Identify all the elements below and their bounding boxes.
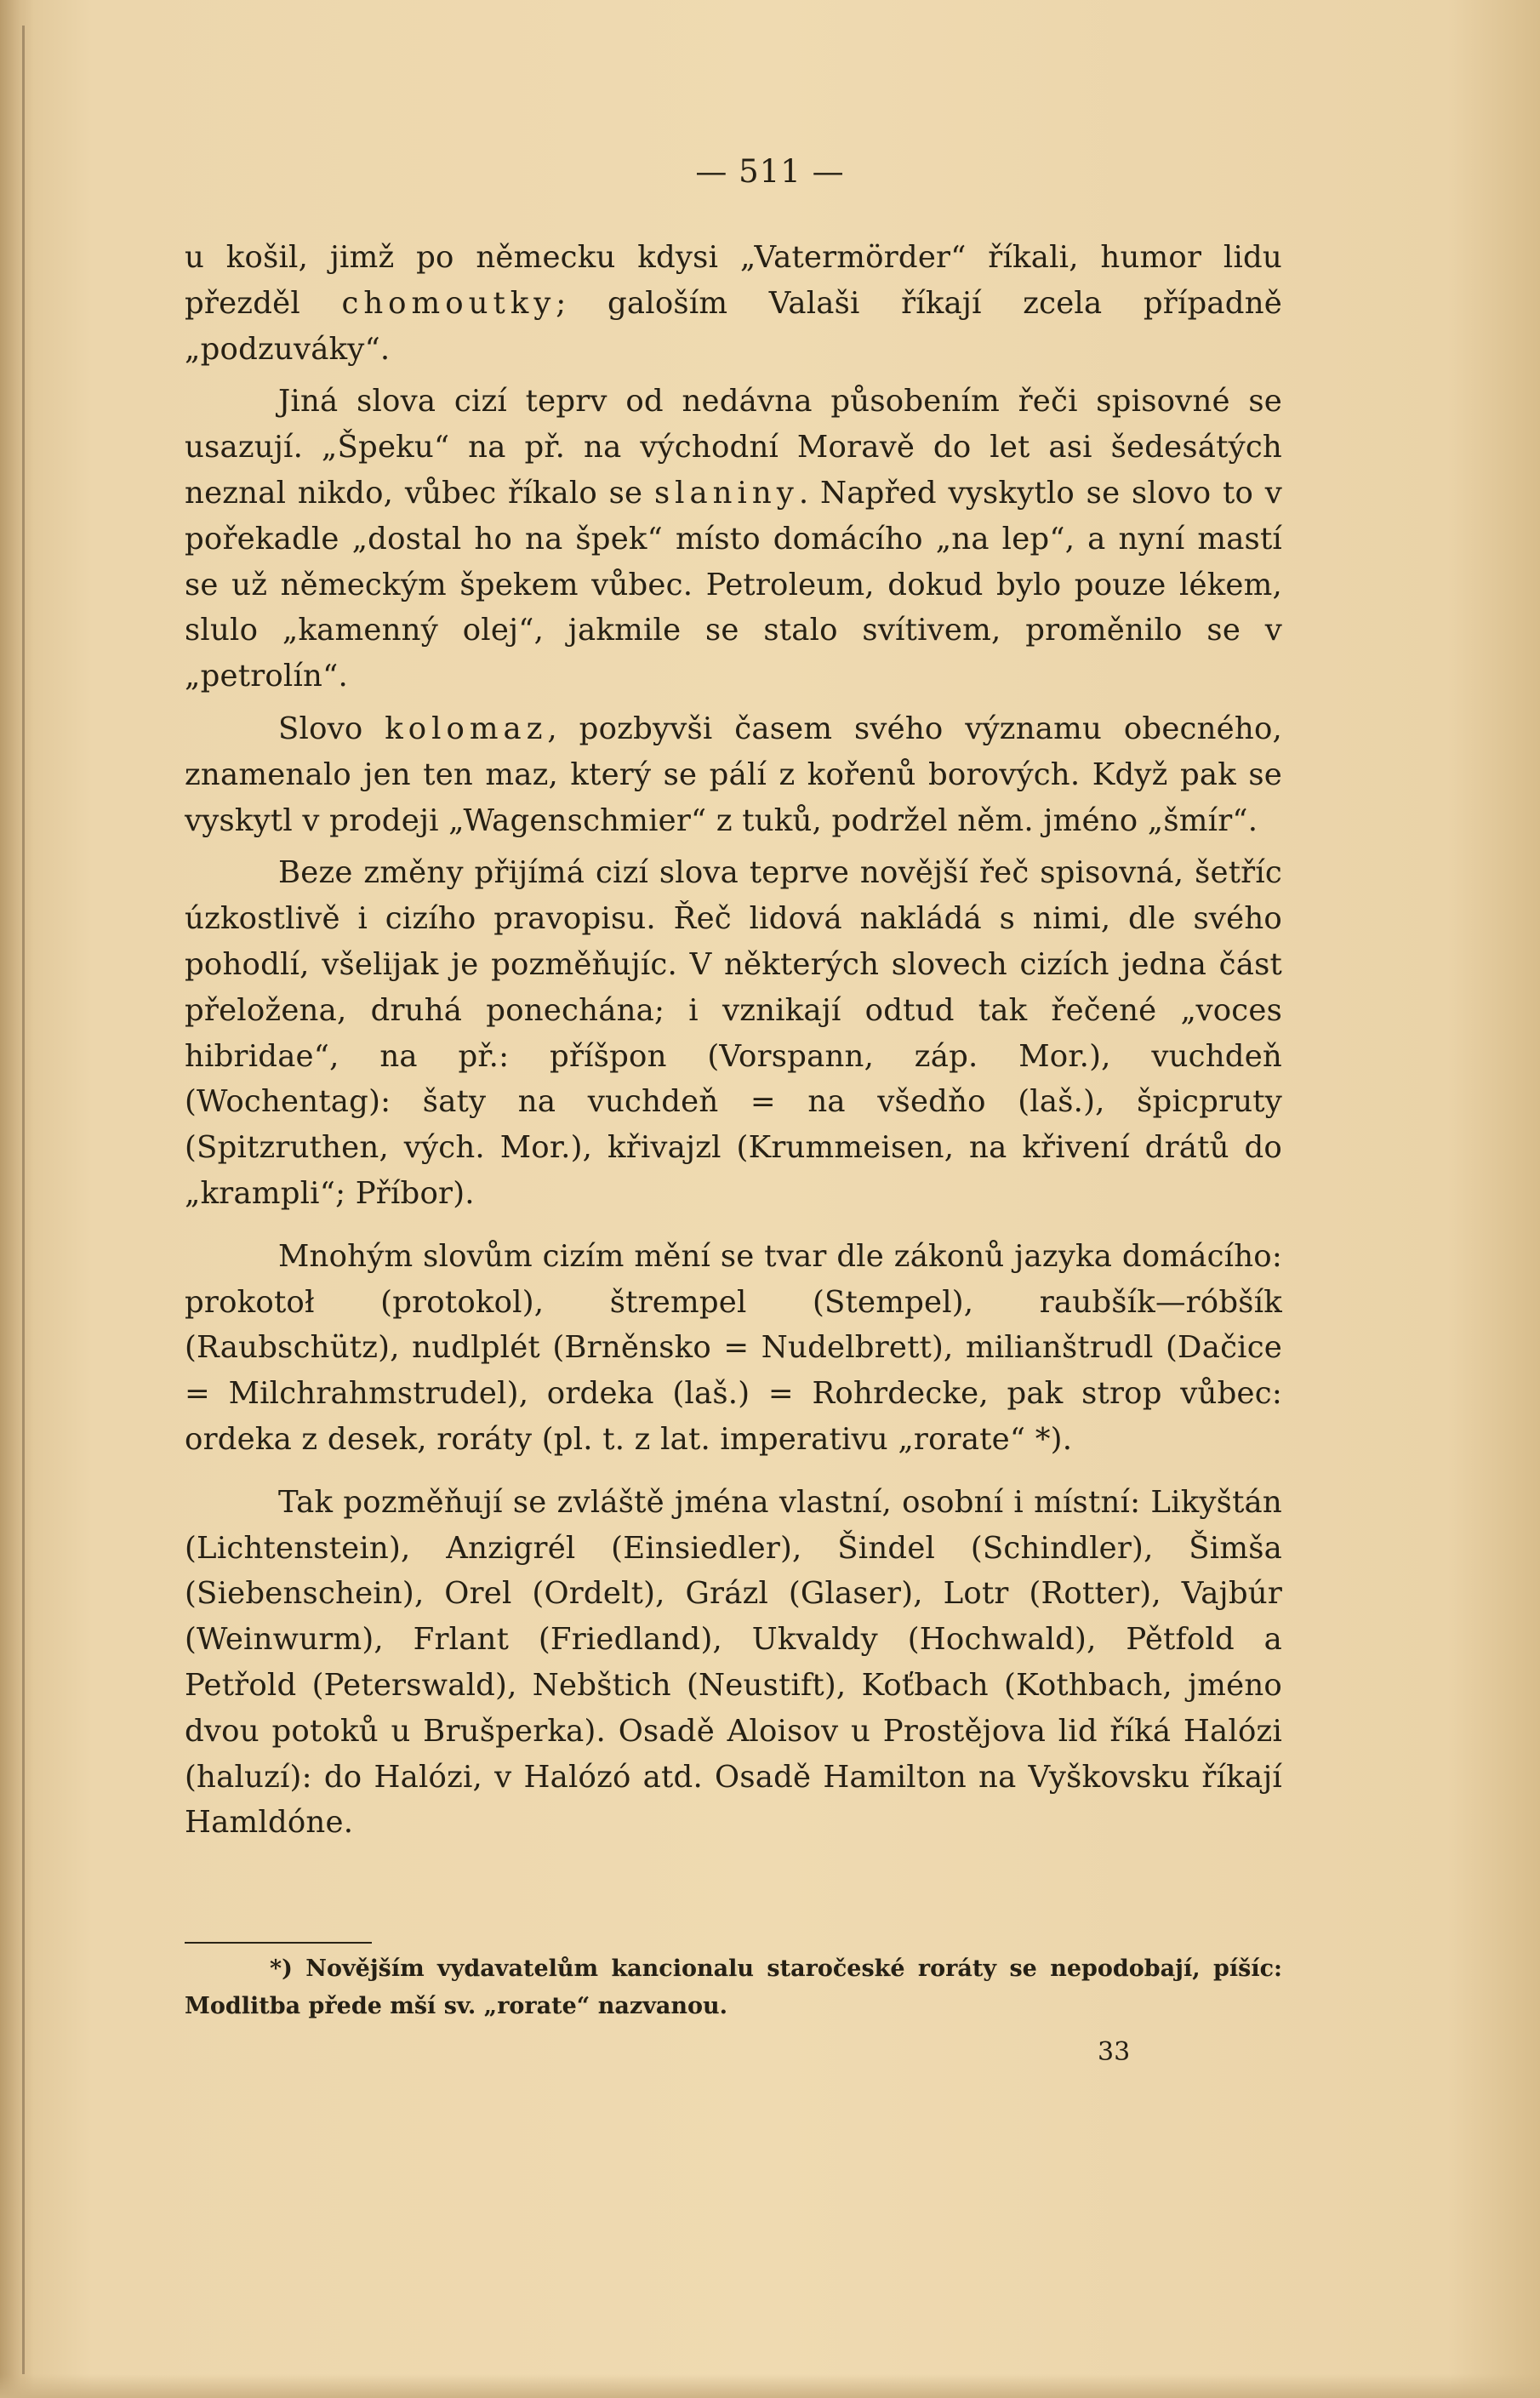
text-run: Mnohým slovům cizím mění se tvar dle zákonů jazyka domácího: prokotoł (protokol), štrempel (Stempel), raubšík—róbšík (Raubschütz), nudlplét (Brněnsko = Nudelbrett), milianštrudl (Dačice = Milchrahmstrudel), ordeka (laš.) = Rohrdecke, pak strop vůbec: ordeka z desek, roráty (pl. t. z lat. imperativu „rorate“ *). [185, 1238, 1282, 1457]
paragraph-p1 [185, 379, 1282, 699]
paragraph-p0 [185, 235, 1282, 372]
footnote-text: *) Novějším vydavatelům kancionalu staročeské roráty se nepodobají, píšíc: Modlitba přede mší sv. „rorate“ nazvanou. [185, 1956, 1282, 2019]
page-number: — 511 — [695, 153, 845, 190]
text-run: Beze změny přijímá cizí slova teprve novější řeč spisovná, šetříc úzkostlivě i cizího pravopisu. Řeč lidová nakládá s nimi, dle svého pohodlí, všelijak je pozměňujíc. V některých slovech cizích jedna část přeložena, druhá ponechána; i vznikají odtud tak řečené „voces hibridae“, na př.: příšpon (Vorspann, záp. Mor.), vuchdeň (Wochentag): šaty na vuchdeň = na všedňo (laš.), špicpruty (Spitzruthen, vých. Mor.), křivajzl (Krummeisen, na křivení drátů do „krampli“; Příbor). [185, 855, 1282, 1211]
page-bottom-edge [0, 2374, 1540, 2398]
paragraph-p2 [185, 706, 1282, 843]
text-run: . Napřed vyskytlo se slovo to v pořekadle „dostal ho na špek“ místo domácího „na lep“, a nyní mastí se už německým špekem vůbec. Petroleum, dokud bylo pouze lékem, slulo „kamenný olej“, jakmile se stalo svítivem, proměnilo se v „petrolín“. [185, 475, 1282, 694]
spaced-term: chomoutky [341, 285, 556, 321]
text-run: ; galoším Valaši říkají zcela případně „podzuváky“. [185, 285, 1282, 367]
spaced-term: kolomaz [385, 711, 548, 746]
page-binding-edge [0, 0, 34, 2398]
spaced-term: slaniny [653, 475, 799, 511]
body-text [185, 235, 1282, 1846]
paragraph-p4 [185, 1234, 1282, 1463]
footnote [185, 1950, 1282, 2025]
text-run: , pozbyvši časem svého významu obecného, znamenalo jen ten maz, který se pálí z kořenů borových. Když pak se vyskytl v prodeji „Wagenschmier“ z tuků, podržel něm. jméno „šmír“. [185, 711, 1283, 838]
text-run: Slovo [278, 711, 385, 746]
footnote-rule [185, 1942, 372, 1944]
text-run: u košil, jimž po německu kdysi „Vatermörder“ říkali, humor lidu přezděl [185, 240, 1282, 321]
binding-line [22, 26, 25, 2374]
text-run: Jiná slova cizí teprv od nedávna působením řeči spisovné se usazují. „Špeku“ na př. na východní Moravě do let asi šedesátých neznal nikdo, vůbec říkalo se [185, 384, 1282, 511]
text-run: Tak pozměňují se zvláště jména vlastní, osobní i místní: Likyštán (Lichtenstein), Anzigrél (Einsiedler), Šindel (Schindler), Šimša (Siebenschein), Orel (Ordelt), Grázl (Glaser), Lotr (Rotter), Vajbúr (Weinwurm), Frlant (Friedland), Ukvaldy (Hochwald), Pětfold a Petřold (Peterswald), Nebštich (Neustift), Koťbach (Kothbach, jméno dvou potoků u Brušperka). Osadě Aloisov u Prostějova lid říká Halózi (haluzí): do Halózi, v Halózó atd. Osadě Hamilton na Vyškovsku říkají Hamldóne. [185, 1484, 1282, 1841]
signature-mark: 33 [1098, 2037, 1131, 2067]
paragraph-p3 [185, 850, 1282, 1216]
paragraph-p5 [185, 1480, 1282, 1846]
